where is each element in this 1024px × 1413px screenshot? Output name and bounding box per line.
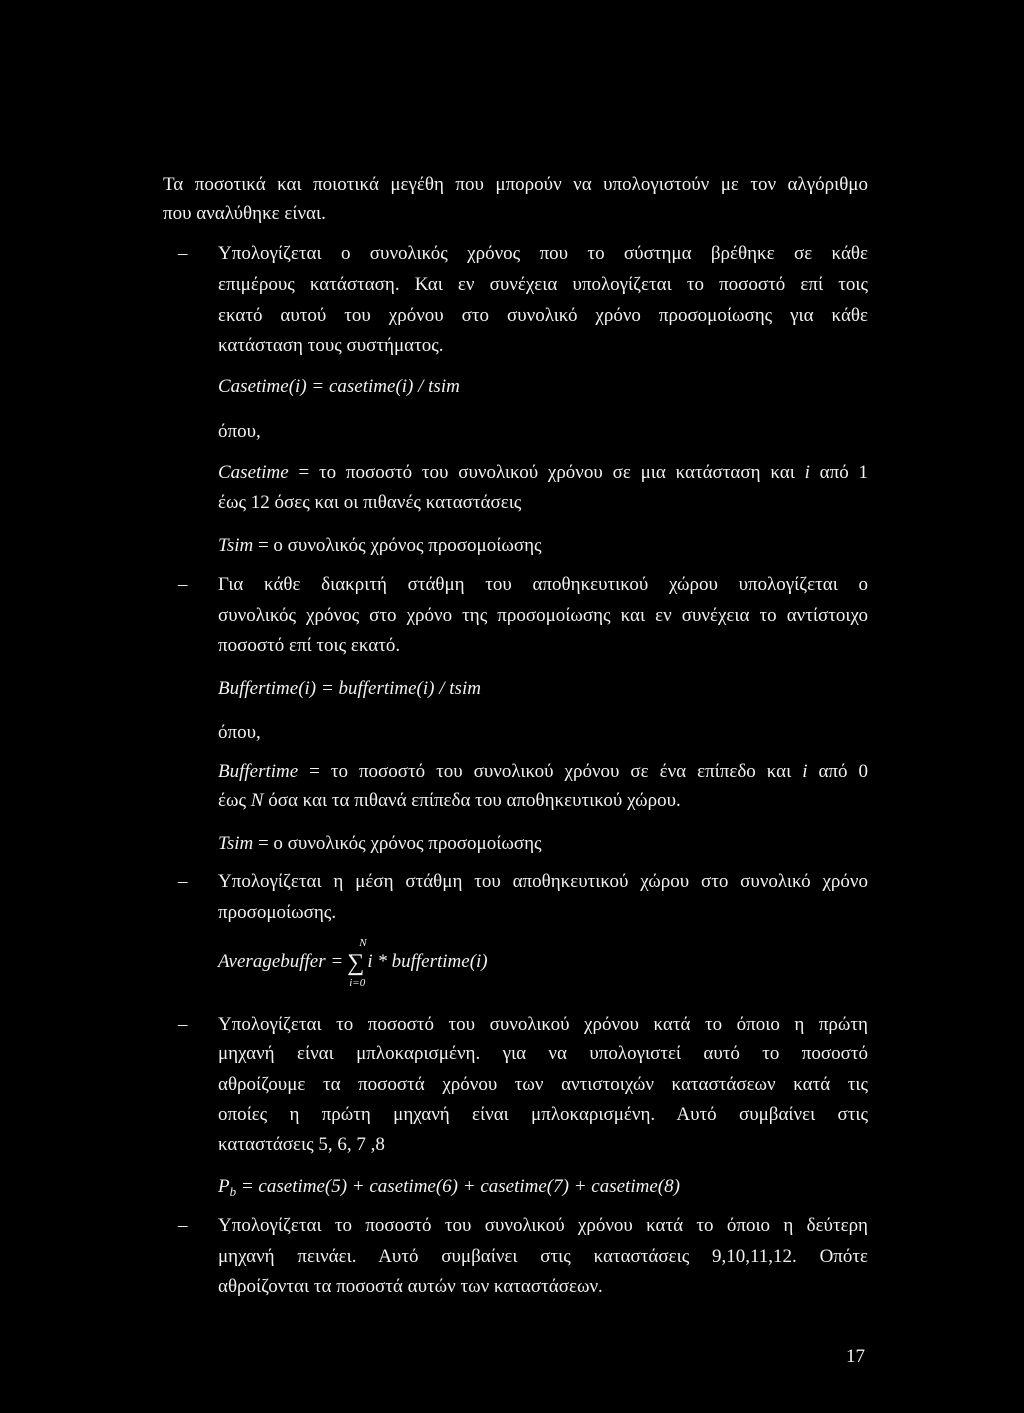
pb-symbol: P — [218, 1176, 230, 1197]
bullet4-line-3: αθροίζουμε τα ποσοστά χρόνου των αντιστοιχών καταστάσεων κατά τις — [218, 1074, 868, 1095]
bullet2-line-1: Για κάθε διακριτή στάθμη του αποθηκευτικού χώρου υπολογίζεται ο — [218, 574, 868, 595]
summation-upper-limit: N — [359, 937, 367, 949]
casetime-term: Casetime — [218, 462, 289, 483]
pb-subscript: b — [229, 1184, 237, 1199]
pb-formula — [218, 1175, 868, 1204]
bullet-dash-4: – — [178, 1014, 188, 1035]
bullet3-line-1: Υπολογίζεται η μέση στάθμη του αποθηκευτικού χώρου στο συνολικό χρόνο — [218, 871, 868, 892]
bullet5-line-1: Υπολογίζεται το ποσοστό του συνολικού χρόνου κατά το όποιο η δεύτερη — [218, 1215, 868, 1236]
casetime-formula: Casetime(i) = casetime(i) / tsim — [218, 376, 460, 397]
sigma-symbol: ∑ — [347, 950, 365, 976]
buffertime-definition-line-2 — [218, 789, 868, 813]
where-label-1: όπου, — [218, 421, 261, 442]
intro-line-1: Τα ποσοτικά και ποιοτικά μεγέθη που μπορούν να υπολογιστούν με τον αλγόριθμο — [163, 174, 868, 195]
bullet1-line-3: εκατό αυτού του χρόνου στο συνολικό χρόνο προσομοίωσης για κάθε — [218, 305, 868, 326]
bullet2-line-2: συνολικός χρόνος στο χρόνο της προσομοίωσης και εν συνέχεια το αντίστοιχο — [218, 605, 868, 626]
bullet4-line-5: καταστάσεις 5, 6, 7 ,8 — [218, 1134, 385, 1155]
page-number: 17 — [846, 1346, 865, 1367]
casetime-definition-text: = το ποσοστό του συνολικού χρόνου σε μια κατάσταση και — [288, 462, 805, 483]
bullet4-line-1: Υπολογίζεται το ποσοστό του συνολικού χρόνου κατά το όποιο η πρώτη — [218, 1014, 868, 1035]
pb-rhs: = casetime(5) + casetime(6) + casetime(7) + casetime(8) — [236, 1176, 680, 1197]
averagebuffer-formula — [218, 937, 868, 989]
casetime-index-var: i — [804, 462, 810, 483]
bullet1-line-4: κατάσταση τους συστήματος. — [218, 335, 444, 356]
bullet-dash-1: – — [178, 243, 188, 264]
intro-line-2: που αναλύθηκε είναι. — [163, 203, 326, 224]
buffertime-upper-var: N — [250, 790, 264, 811]
buffertime-range-start: από 0 — [807, 761, 868, 782]
bullet1-line-2: επιμέρους κατάσταση. Και εν συνέχεια υπολογίζεται το ποσοστό επί τοις — [218, 274, 868, 295]
buffertime-definition-line-1 — [218, 760, 868, 784]
bullet4-line-2: μηχανή είναι μπλοκαρισμένη. για να υπολογιστεί αυτό το ποσοστό — [218, 1043, 868, 1064]
bullet-dash-5: – — [178, 1215, 188, 1236]
summation-lower-limit: i=0 — [349, 977, 366, 989]
casetime-definition-line-1 — [218, 461, 868, 485]
tsim-term: Tsim — [218, 535, 254, 556]
buffertime-definition-text: = το ποσοστό του συνολικού χρόνου σε ένα επίπεδο και — [298, 761, 803, 782]
casetime-definition-line-2: έως 12 όσες και οι πιθανές καταστάσεις — [218, 492, 522, 513]
where-label-2: όπου, — [218, 722, 261, 743]
tsim-definition-2 — [218, 832, 868, 856]
tsim-definition-text: = ο συνολικός χρόνος προσομοίωσης — [253, 833, 542, 854]
averagebuffer-lhs: Averagebuffer = — [218, 951, 344, 972]
averagebuffer-rhs: i * buffertime(i) — [367, 951, 488, 972]
bullet-dash-3: – — [178, 871, 188, 892]
bullet5-line-2: μηχανή πεινάει. Αυτό συμβαίνει στις καταστάσεις 9,10,11,12. Οπότε — [218, 1246, 868, 1267]
tsim-definition-1 — [218, 534, 868, 558]
bullet2-line-3: ποσοστό επί τοις εκατό. — [218, 635, 401, 656]
casetime-range-start: από 1 — [809, 462, 868, 483]
buffertime-index-var: i — [802, 761, 808, 782]
buffertime-term: Buffertime — [218, 761, 299, 782]
bullet-dash-2: – — [178, 574, 188, 595]
bullet4-line-4: οποίες η πρώτη μηχανή είναι μπλοκαρισμένη. Αυτό συμβαίνει στις — [218, 1104, 868, 1125]
bullet5-line-3: αθροίζονται τα ποσοστά αυτών των καταστάσεων. — [218, 1276, 603, 1297]
buffertime-line2-rest: όσα και τα πιθανά επίπεδα του αποθηκευτικού χώρου. — [263, 790, 681, 811]
bullet3-line-2: προσομοίωσης. — [218, 902, 337, 923]
bullet1-line-1: Υπολογίζεται ο συνολικός χρόνος που το σύστημα βρέθηκε σε κάθε — [218, 243, 868, 264]
buffertime-formula: Buffertime(i) = buffertime(i) / tsim — [218, 678, 481, 699]
buffertime-line2-prefix: έως — [218, 790, 251, 811]
tsim-term: Tsim — [218, 833, 254, 854]
tsim-definition-text: = ο συνολικός χρόνος προσομοίωσης — [253, 535, 542, 556]
summation — [347, 937, 367, 989]
